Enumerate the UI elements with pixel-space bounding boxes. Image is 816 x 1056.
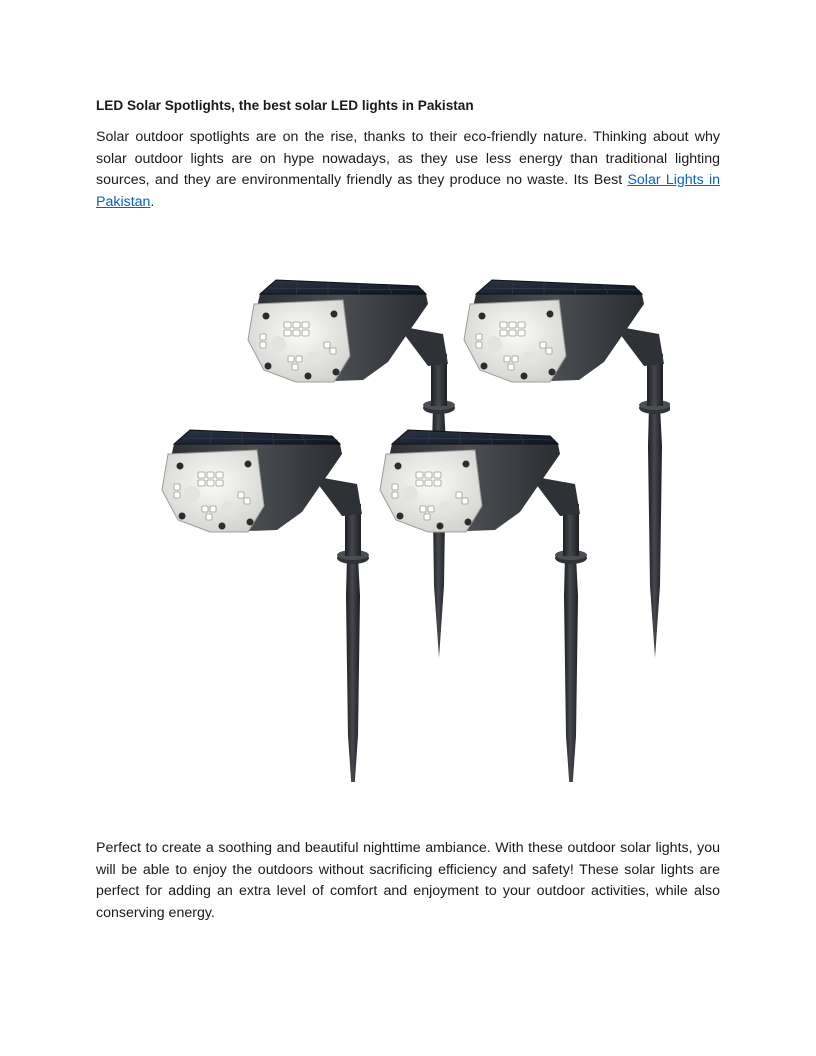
spotlight-front-right: [380, 430, 587, 782]
page-heading: LED Solar Spotlights, the best solar LED lights in Pakistan: [96, 98, 474, 113]
solar-spotlights-image: [150, 272, 670, 782]
intro-text: Solar outdoor spotlights are on the rise, thanks to their eco-friendly nature. Thinking about why solar outdoor lights are on hype nowadays, as they use less energy than traditional lighting sources, and they are environmentally friendly as they produce no waste. Its Best: [96, 129, 720, 188]
intro-paragraph: [96, 127, 720, 213]
intro-period: .: [150, 193, 155, 210]
spotlight-front-left: [162, 430, 369, 782]
solar-lights-link[interactable]: Solar Lights in Pakistan: [96, 172, 720, 210]
closing-paragraph: Perfect to create a soothing and beautiful nighttime ambiance. With these outdoor solar lights, you will be able to enjoy the outdoors without sacrificing efficiency and safety! These solar lights are perfect for adding an extra level of comfort and enjoyment to your outdoor activities, while also conserving energy.: [96, 840, 720, 921]
